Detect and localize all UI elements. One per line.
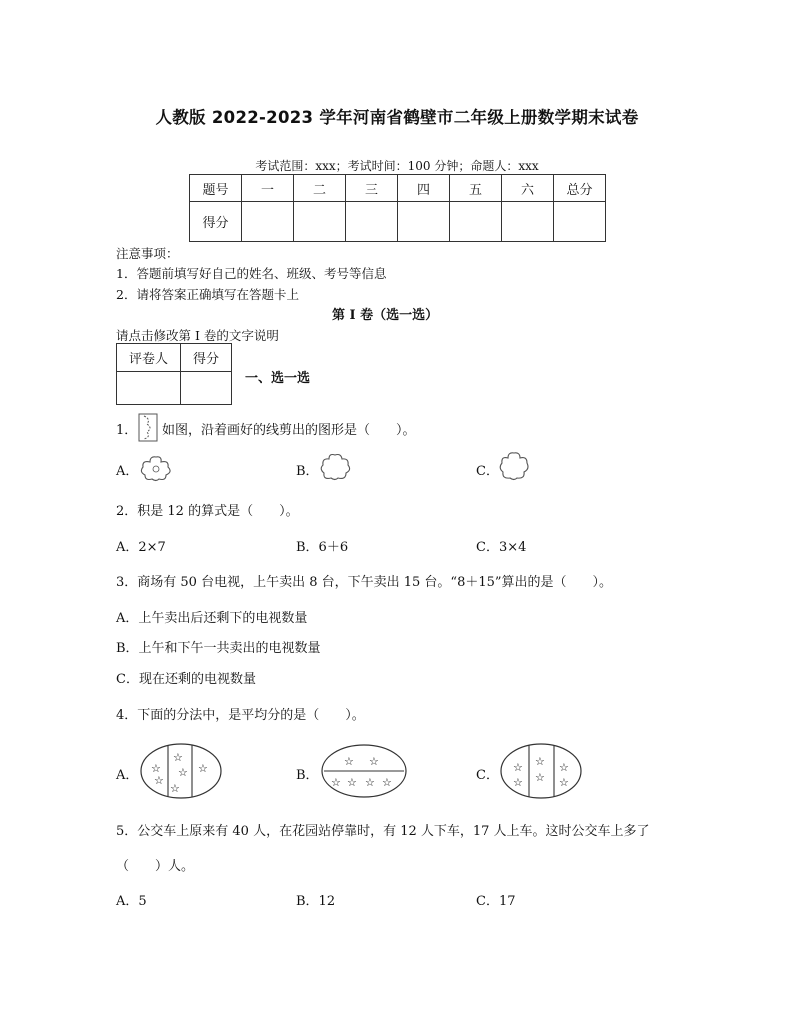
star-icon: ☆ xyxy=(559,776,569,789)
score-header-cell: 三 xyxy=(346,175,398,202)
score-header-cell: 六 xyxy=(502,175,554,202)
score-cell[interactable] xyxy=(294,202,346,242)
section-title: 一、选一选 xyxy=(245,371,311,386)
star-icon: ☆ xyxy=(369,755,379,768)
star-oval-a-icon[interactable] xyxy=(140,742,222,800)
q3-option-a[interactable]: A．上午卖出后还剩下的电视数量 xyxy=(116,611,308,626)
score-cell[interactable] xyxy=(398,202,450,242)
score-header-cell: 二 xyxy=(294,175,346,202)
star-icon: ☆ xyxy=(173,751,183,764)
grader-header: 得分 xyxy=(181,344,232,372)
star-icon: ☆ xyxy=(151,762,161,775)
page-title: 人教版 2022-2023 学年河南省鹤壁市二年级上册数学期末试卷 xyxy=(155,108,639,127)
note-item: 2．请将答案正确填写在答题卡上 xyxy=(116,287,299,302)
question-2-text: 2．积是 12 的算式是（ ）。 xyxy=(116,504,299,519)
star-icon: ☆ xyxy=(513,776,523,789)
star-oval-c-icon[interactable] xyxy=(500,742,582,800)
star-icon: ☆ xyxy=(513,761,523,774)
note-item: 1．答题前填写好自己的姓名、班级、考号等信息 xyxy=(116,266,387,281)
q2-option-a[interactable]: A．2×7 xyxy=(116,540,166,555)
score-cell[interactable] xyxy=(346,202,398,242)
score-header-cell: 总分 xyxy=(554,175,606,202)
grader-table xyxy=(116,343,232,405)
exam-info: 考试范围：xxx；考试时间：100 分钟；命题人：xxx xyxy=(255,159,539,173)
star-icon: ☆ xyxy=(535,755,545,768)
score-header-cell: 一 xyxy=(242,175,294,202)
folded-paper-icon xyxy=(138,413,160,443)
score-table xyxy=(189,174,606,242)
q3-option-b[interactable]: B．上午和下午一共卖出的电视数量 xyxy=(116,641,321,656)
star-icon: ☆ xyxy=(344,755,354,768)
part-description[interactable]: 请点击修改第 I 卷的文字说明 xyxy=(116,328,279,343)
star-icon: ☆ xyxy=(331,776,341,789)
flower-cutout-b-icon[interactable] xyxy=(318,452,352,482)
q2-option-c[interactable]: C．3×4 xyxy=(476,540,527,555)
q1-option-b[interactable]: B． xyxy=(296,464,319,479)
question-4-text: 4．下面的分法中，是平均分的是（ ）。 xyxy=(116,708,365,723)
q1-option-c[interactable]: C． xyxy=(476,464,499,479)
star-icon: ☆ xyxy=(178,766,188,779)
question-5-text-cont: （ ）人。 xyxy=(116,859,195,874)
grader-header: 评卷人 xyxy=(117,344,181,372)
question-5-text: 5．公交车上原来有 40 人，在花园站停靠时，有 12 人下车，17 人上车。这时公交车上多了 xyxy=(116,824,650,839)
star-oval-b-icon[interactable] xyxy=(321,743,407,799)
score-cell[interactable] xyxy=(554,202,606,242)
score-header-cell: 四 xyxy=(398,175,450,202)
star-icon: ☆ xyxy=(382,776,392,789)
q5-option-b[interactable]: B．12 xyxy=(296,894,336,909)
q4-option-a[interactable]: A． xyxy=(116,768,139,783)
question-1-number: 1． xyxy=(116,423,138,438)
star-icon: ☆ xyxy=(559,761,569,774)
star-icon: ☆ xyxy=(535,771,545,784)
grader-cell[interactable] xyxy=(117,372,181,405)
star-icon: ☆ xyxy=(170,782,180,795)
score-cell[interactable] xyxy=(502,202,554,242)
question-1-text: 如图，沿着画好的线剪出的图形是（ ）。 xyxy=(162,423,416,438)
question-3-text: 3．商场有 50 台电视，上午卖出 8 台，下午卖出 15 台。“8＋15”算出的是（ ）。 xyxy=(116,575,613,590)
star-icon: ☆ xyxy=(154,774,164,787)
score-header-cell: 题号 xyxy=(190,175,242,202)
q1-option-a[interactable]: A． xyxy=(116,464,139,479)
score-header-cell: 五 xyxy=(450,175,502,202)
score-cell[interactable] xyxy=(450,202,502,242)
q4-option-c[interactable]: C． xyxy=(476,768,499,783)
notes-heading: 注意事项： xyxy=(116,246,179,261)
grader-cell[interactable] xyxy=(181,372,232,405)
q2-option-b[interactable]: B．6＋6 xyxy=(296,540,349,555)
flower-cutout-c-icon[interactable] xyxy=(498,451,530,481)
star-icon: ☆ xyxy=(365,776,375,789)
score-row-label: 得分 xyxy=(190,202,242,242)
q5-option-c[interactable]: C．17 xyxy=(476,894,516,909)
q3-option-c[interactable]: C．现在还剩的电视数量 xyxy=(116,672,256,687)
q5-option-a[interactable]: A．5 xyxy=(116,894,147,909)
star-icon: ☆ xyxy=(198,762,208,775)
part-title: 第 I 卷（选一选） xyxy=(332,308,439,323)
star-icon: ☆ xyxy=(347,776,357,789)
q4-option-b[interactable]: B． xyxy=(296,768,319,783)
flower-cutout-a-icon[interactable] xyxy=(138,454,174,482)
score-cell[interactable] xyxy=(242,202,294,242)
